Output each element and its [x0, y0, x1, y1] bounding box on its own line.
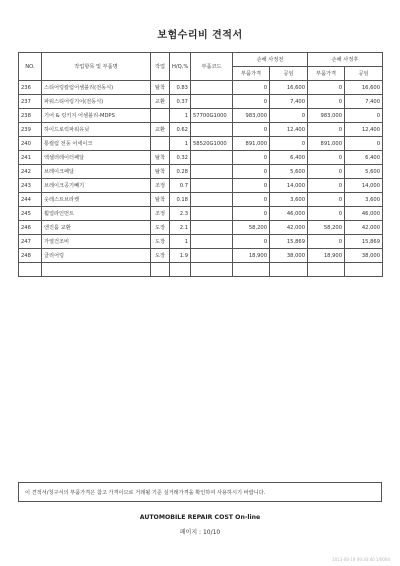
cell-part-code: [191, 81, 233, 95]
cell-item: 하이드로릭파워유닛: [42, 123, 151, 137]
table-row: [19, 249, 383, 263]
cell-hq: 0.18: [170, 193, 191, 207]
cell-work: 탈착: [151, 81, 170, 95]
cell-before-part-price: 18,900: [233, 249, 270, 263]
cell-after-part-price: 0: [308, 207, 345, 221]
cell-before-labor: 38,000: [270, 249, 308, 263]
cell-before-labor: 7,400: [270, 95, 308, 109]
cell-item: 엔진룸 교환: [42, 221, 151, 235]
price-notice: 이 견적서/청구서의 부품가격은 참고 가격이므로 거래될 기준 실거래가격을 확인하여 사용하시기 바랍니다.: [18, 482, 382, 502]
cell-item: 파워스티어링기어(전동식): [42, 95, 151, 109]
cell-after-part-price: 0: [308, 193, 345, 207]
cell-no: 237: [19, 95, 42, 109]
cell-no: 240: [19, 137, 42, 151]
cell-after-labor: 0: [345, 109, 383, 123]
cell-before-labor: 12,400: [270, 123, 308, 137]
cell-no: 246: [19, 221, 42, 235]
cell-after-labor: 38,000: [345, 249, 383, 263]
cell-after-labor: 46,000: [345, 207, 383, 221]
estimate-rows: [19, 81, 383, 263]
cell-hq: 0.7: [170, 179, 191, 193]
cell-work: 도장: [151, 221, 170, 235]
header-part-code: 부품코드: [191, 53, 233, 81]
cell-work: 탈착: [151, 193, 170, 207]
cell-no: 244: [19, 193, 42, 207]
cell-item: 가열건조비: [42, 235, 151, 249]
table-row: [19, 221, 383, 235]
cell-after-labor: 12,400: [345, 123, 383, 137]
table-row: [19, 179, 383, 193]
cell-after-labor: 14,000: [345, 179, 383, 193]
cell-hq: 1.9: [170, 249, 191, 263]
table-row: [19, 193, 383, 207]
cell-work: 도장: [151, 249, 170, 263]
cell-before-labor: 14,000: [270, 179, 308, 193]
cell-work: 탈착: [151, 151, 170, 165]
cell-part-code: [191, 235, 233, 249]
header-after-assessment: 손해 사정후: [308, 53, 383, 67]
cell-before-labor: 5,600: [270, 165, 308, 179]
cell-no: 243: [19, 179, 42, 193]
cell-before-labor: 42,000: [270, 221, 308, 235]
cell-part-code: [191, 193, 233, 207]
cell-no: 241: [19, 151, 42, 165]
cell-before-labor: 15,869: [270, 235, 308, 249]
cell-part-code: [191, 207, 233, 221]
cell-hq: 1: [170, 235, 191, 249]
header-after-part-price: 부품가격: [308, 67, 345, 81]
footer-title: AUTOMOBILE REPAIR COST On-line: [139, 514, 261, 521]
cell-before-part-price: 0: [233, 165, 270, 179]
cell-part-code: 57700G1000: [191, 109, 233, 123]
cell-no: 245: [19, 207, 42, 221]
cell-before-part-price: 0: [233, 123, 270, 137]
cell-after-part-price: 58,200: [308, 221, 345, 235]
cell-hq: 0.28: [170, 165, 191, 179]
cell-item: 웃레스트브라켓: [42, 193, 151, 207]
cell-before-labor: 0: [270, 137, 308, 151]
cell-hq: 2.1: [170, 221, 191, 235]
cell-before-part-price: 0: [233, 207, 270, 221]
cell-no: 247: [19, 235, 42, 249]
cell-before-part-price: 0: [233, 151, 270, 165]
cell-before-part-price: 0: [233, 179, 270, 193]
cell-item: 통컬럼 전동 어세이크: [42, 137, 151, 151]
cell-after-labor: 15,869: [345, 235, 383, 249]
cell-part-code: [191, 179, 233, 193]
cell-after-labor: 0: [345, 137, 383, 151]
cell-after-labor: 42,000: [345, 221, 383, 235]
header-after-labor: 공임: [345, 67, 383, 81]
cell-work: [151, 109, 170, 123]
estimate-table: [18, 52, 383, 277]
cell-after-part-price: 0: [308, 179, 345, 193]
cell-after-part-price: 0: [308, 151, 345, 165]
header-work: 작업: [151, 53, 170, 81]
cell-after-labor: 16,600: [345, 81, 383, 95]
table-row: [19, 137, 383, 151]
cell-part-code: [191, 95, 233, 109]
table-row: [19, 95, 383, 109]
cell-item: 기어 & 링키지 어셈블리-MDPS: [42, 109, 151, 123]
cell-before-labor: 46,000: [270, 207, 308, 221]
cell-after-part-price: 983,000: [308, 109, 345, 123]
cell-item: 엑셀러레이터페달: [42, 151, 151, 165]
table-row: [19, 207, 383, 221]
cell-work: 도장: [151, 235, 170, 249]
cell-item: 브레이크공기빼기: [42, 179, 151, 193]
cell-item: 스티어링칼럼어셈블리(전동식): [42, 81, 151, 95]
table-row: [19, 165, 383, 179]
cell-hq: 0.32: [170, 151, 191, 165]
cell-part-code: [191, 249, 233, 263]
document-title: 보험수리비 견적서: [157, 30, 243, 41]
cell-after-part-price: 891,000: [308, 137, 345, 151]
cell-before-part-price: 0: [233, 81, 270, 95]
cell-work: 조정: [151, 207, 170, 221]
cell-part-code: [191, 165, 233, 179]
cell-work: 교환: [151, 95, 170, 109]
cell-after-part-price: 0: [308, 95, 345, 109]
cell-part-code: [191, 221, 233, 235]
cell-hq: 1: [170, 137, 191, 151]
cell-after-part-price: 0: [308, 165, 345, 179]
cell-hq: 0.83: [170, 81, 191, 95]
cell-no: 248: [19, 249, 42, 263]
cell-after-labor: 3,600: [345, 193, 383, 207]
cell-hq: 0.62: [170, 123, 191, 137]
header-hq: H/Q,%: [170, 53, 191, 81]
page-number: 페이지 : 10/10: [179, 529, 221, 536]
cell-hq: 2.3: [170, 207, 191, 221]
table-row: [19, 235, 383, 249]
cell-after-part-price: 18,900: [308, 249, 345, 263]
cell-work: 조정: [151, 179, 170, 193]
cell-item: 클리어링: [42, 249, 151, 263]
cell-before-labor: 6,400: [270, 151, 308, 165]
cell-before-labor: 3,600: [270, 193, 308, 207]
cell-part-code: [191, 151, 233, 165]
cell-before-labor: 16,600: [270, 81, 308, 95]
cell-after-part-price: 0: [308, 123, 345, 137]
cell-item: 휠얼라인먼트: [42, 207, 151, 221]
print-stamp: 2013-06-19 09:30:40 1/0000: [332, 557, 390, 562]
cell-before-part-price: 0: [233, 235, 270, 249]
cell-part-code: [191, 123, 233, 137]
cell-work: 탈착: [151, 165, 170, 179]
cell-no: 238: [19, 109, 42, 123]
cell-hq: 0.37: [170, 95, 191, 109]
header-before-part-price: 부품가격: [233, 67, 270, 81]
blank-row: [19, 263, 383, 277]
cell-after-labor: 7,400: [345, 95, 383, 109]
table-row: [19, 123, 383, 137]
table-row: [19, 151, 383, 165]
cell-before-part-price: 891,000: [233, 137, 270, 151]
cell-work: [151, 137, 170, 151]
cell-work: 교환: [151, 123, 170, 137]
cell-after-labor: 6,400: [345, 151, 383, 165]
cell-after-labor: 5,600: [345, 165, 383, 179]
cell-no: 236: [19, 81, 42, 95]
cell-no: 239: [19, 123, 42, 137]
cell-after-part-price: 0: [308, 235, 345, 249]
table-row: [19, 109, 383, 123]
cell-part-code: 58520G1000: [191, 137, 233, 151]
cell-item: 브레이크페달: [42, 165, 151, 179]
cell-before-labor: 0: [270, 109, 308, 123]
table-row: [19, 81, 383, 95]
header-before-assessment: 손해 사정전: [233, 53, 308, 67]
cell-no: 242: [19, 165, 42, 179]
cell-hq: 1: [170, 109, 191, 123]
header-item: 작업항목 및 부품명: [42, 53, 151, 81]
header-no: NO.: [19, 53, 42, 81]
cell-before-part-price: 58,200: [233, 221, 270, 235]
cell-before-part-price: 0: [233, 193, 270, 207]
cell-after-part-price: 0: [308, 81, 345, 95]
header-before-labor: 공임: [270, 67, 308, 81]
cell-before-part-price: 0: [233, 95, 270, 109]
cell-before-part-price: 983,000: [233, 109, 270, 123]
